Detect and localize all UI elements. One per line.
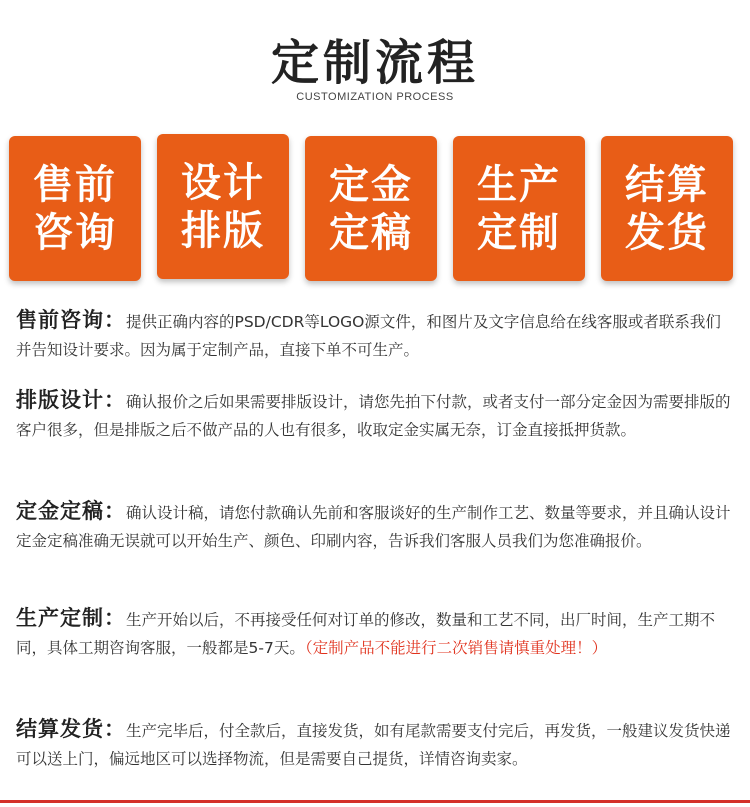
section-heading: 定金定稿：	[16, 499, 126, 523]
section-text: 确认报价之后如果需要排版设计，请您先拍下付款，或者支付一部分定金因为需要排版的客户很多，但是排版之后不做产品的人也有很多，收取定金实属无奈，订金直接抵押货款。	[16, 393, 731, 439]
step-label-line1: 定金	[329, 161, 413, 208]
section-text: 生产完毕后，付全款后，直接发货，如有尾款需要支付完后，再发货，一般建议发货快递可以送上门，偏远地区可以选择物流，但是需要自己提货，详情咨询卖家。	[16, 722, 731, 768]
step-label-line1: 生产	[477, 161, 561, 208]
step-label-line2: 定稿	[329, 209, 413, 256]
section-heading: 结算发货：	[16, 717, 126, 741]
step-production	[453, 136, 585, 281]
section-settle-ship	[16, 715, 736, 773]
footer-divider	[0, 800, 750, 803]
step-label-line1: 结算	[625, 161, 709, 208]
step-settle-ship	[601, 136, 733, 281]
section-heading: 生产定制：	[16, 606, 126, 630]
warning-note: （定制产品不能进行二次销售请慎重处理！）	[304, 639, 608, 657]
section-deposit-finalize	[16, 497, 736, 555]
section-heading: 售前咨询：	[16, 308, 126, 332]
step-label-line1: 设计	[181, 159, 265, 206]
page-title: 定制流程	[270, 35, 479, 91]
process-steps	[9, 136, 741, 281]
section-production	[16, 604, 736, 662]
page-subtitle: CUSTOMIZATION PROCESS	[296, 91, 454, 103]
step-label-line2: 排版	[181, 207, 265, 254]
section-presale-consult	[16, 306, 736, 364]
step-deposit-finalize	[305, 136, 437, 281]
step-design-layout	[157, 134, 289, 279]
section-text: 提供正确内容的PSD/CDR等LOGO源文件，和图片及文字信息给在线客服或者联系我们并告知设计要求。因为属于定制产品，直接下单不可生产。	[16, 313, 721, 359]
section-text: 生产开始以后，不再接受任何对订单的修改，数量和工艺不同，出厂时间，生产工期不同，具体工期咨询客服，一般都是5-7天。	[16, 611, 716, 657]
section-layout-design	[16, 386, 736, 444]
step-presale-consult	[9, 136, 141, 281]
step-label-line2: 定制	[477, 209, 561, 256]
step-label-line1: 售前	[33, 161, 117, 208]
step-label-line2: 发货	[625, 209, 709, 256]
section-heading: 排版设计：	[16, 388, 126, 412]
step-label-line2: 咨询	[33, 209, 117, 256]
section-text: 确认设计稿，请您付款确认先前和客服谈好的生产制作工艺、数量等要求，并且确认设计定金定稿准确无误就可以开始生产、颜色、印刷内容，告诉我们客服人员我们为您准确报价。	[16, 504, 731, 550]
